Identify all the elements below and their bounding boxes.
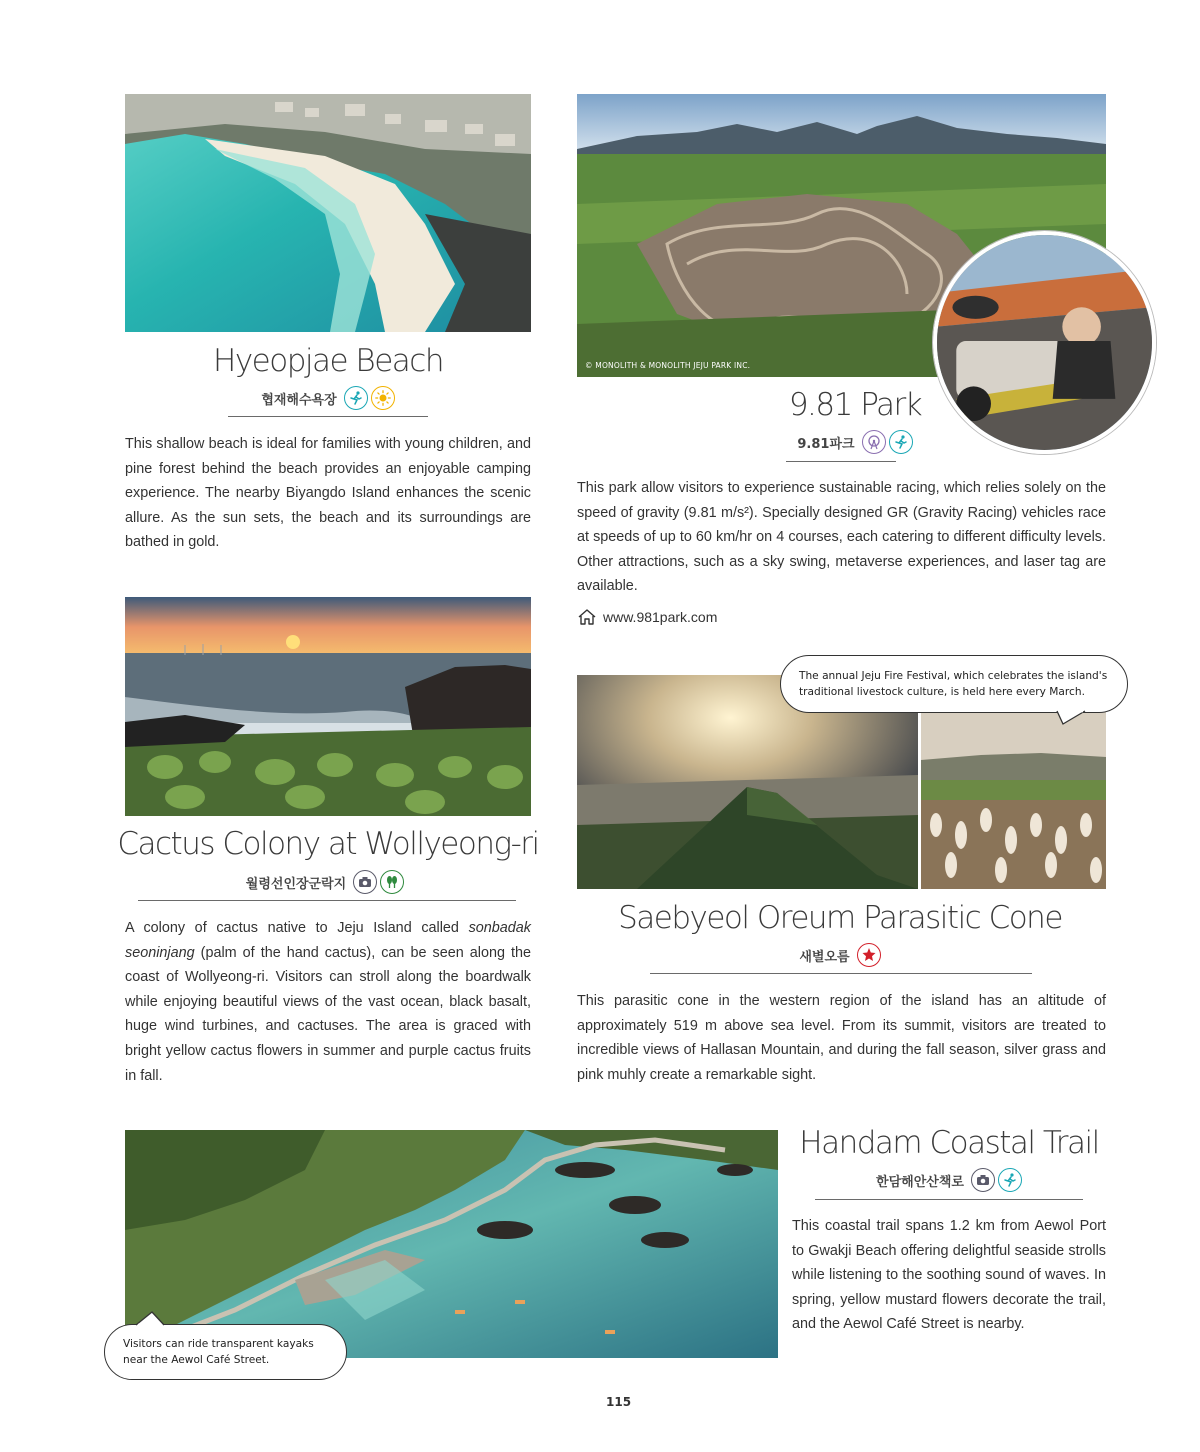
handam-divider xyxy=(815,1199,1083,1200)
page-number: 115 xyxy=(606,1395,632,1409)
cactus-description xyxy=(125,916,531,1088)
saebyeol-description: This parasitic cone in the western region of the island has an altitude of approximately 519 m above sea level. From its summit, visitors are treated to incredible views of Hallasan Mountain, and during the fall season, silver grass and pink muhly create a remarkable sight. xyxy=(577,993,1106,1083)
saebyeol-title: Saebyeol Oreum Parasitic Cone xyxy=(618,900,1062,936)
hyeopjae-korean-label: 협재해수욕장 xyxy=(261,392,337,408)
saebyeol-korean-label: 새별오름 xyxy=(799,949,850,965)
hyeopjae-description: This shallow beach is ideal for families with young children, and pine forest behind the beach provides an enjoyable camping experience. The nearby Biyangdo Island enhances the scenic allure. As the sun sets, the beach and its surroundings are bathed in gold. xyxy=(125,436,531,551)
cactus-title: Cactus Colony at Wollyeong-ri xyxy=(117,826,539,862)
cactus-korean-label: 월령선인장군락지 xyxy=(245,876,347,892)
cactus-text-after: (palm of the hand cactus), can be seen along the coast of Wollyeong-ri. Visitors can stroll along the boardwalk while enjoying beautiful views of the vast ocean, black basalt, huge wind turbines, and cactuses. The area is graced with bright yellow cactus flowers in summer and purple cactus fruits in fall. xyxy=(125,944,531,1084)
cactus-text-before: A colony of cactus native to Jeju Island called xyxy=(125,920,469,936)
activity-icon xyxy=(344,386,368,410)
park981-website[interactable] xyxy=(577,608,717,626)
nature-icon xyxy=(380,870,404,894)
park981-website-link[interactable]: www.981park.com xyxy=(603,609,718,625)
handam-bubble-tail xyxy=(134,1310,174,1326)
park981-title: 9.81 Park xyxy=(788,387,922,423)
cactus-colony-photo xyxy=(125,597,531,816)
activity-icon xyxy=(889,430,913,454)
park981-photo-credit: © MONOLITH & MONOLITH JEJU PARK INC. xyxy=(585,361,751,370)
handam-korean-label: 한담해안산책로 xyxy=(876,1174,964,1190)
cactus-divider xyxy=(138,900,516,901)
camera-icon xyxy=(353,870,377,894)
home-icon xyxy=(577,608,597,626)
handam-description: This coastal trail spans 1.2 km from Aewol Port to Gwakji Beach offering delightful seaside strolls while listening to the soothing sound of waves. In spring, yellow mustard flowers decorate the trail, and the Aewol Café Street is nearby. xyxy=(792,1218,1106,1333)
handam-bubble-text: Visitors can ride transparent kayaks near the Aewol Café Street. xyxy=(123,1338,314,1366)
handam-korean-name xyxy=(848,1167,1050,1193)
hyeopjae-beach-photo xyxy=(125,94,531,332)
park981-description: This park allow visitors to experience sustainable racing, which relies solely on the speed of gravity (9.81 m/s²). Specially designed GR (Gravity Racing) vehicles race at speeds of up to 60 km/hr on 4 courses, each catering to different difficulty levels. Other attractions, such as a sky swing, metaverse experiences, and laser tag are available. xyxy=(577,480,1106,595)
cactus-text-emphasis: sonbadak seoninjang xyxy=(125,920,531,961)
ferris-wheel-icon xyxy=(862,430,886,454)
saebyeol-divider xyxy=(650,973,1032,974)
saebyeol-bubble-tail xyxy=(1055,710,1095,726)
hyeopjae-divider xyxy=(228,416,428,417)
park981-korean-name xyxy=(760,429,950,455)
camera-icon xyxy=(971,1168,995,1192)
saebyeol-bubble-text: The annual Jeju Fire Festival, which celebrates the island's traditional livestock culture, is held here every March. xyxy=(799,670,1108,698)
activity-icon xyxy=(998,1168,1022,1192)
saebyeol-korean-name xyxy=(740,942,940,968)
hyeopjae-korean-name xyxy=(225,386,431,410)
cactus-korean-name xyxy=(200,869,450,895)
park981-divider xyxy=(786,461,896,462)
handam-speech-bubble xyxy=(104,1324,347,1380)
saebyeol-speech-bubble xyxy=(780,655,1128,713)
park981-korean-label: 9.81파크 xyxy=(797,436,855,452)
hyeopjae-title: Hyeopjae Beach xyxy=(213,343,443,379)
sun-icon xyxy=(371,386,395,410)
festival-icon xyxy=(857,943,881,967)
handam-title: Handam Coastal Trail xyxy=(799,1125,1099,1161)
